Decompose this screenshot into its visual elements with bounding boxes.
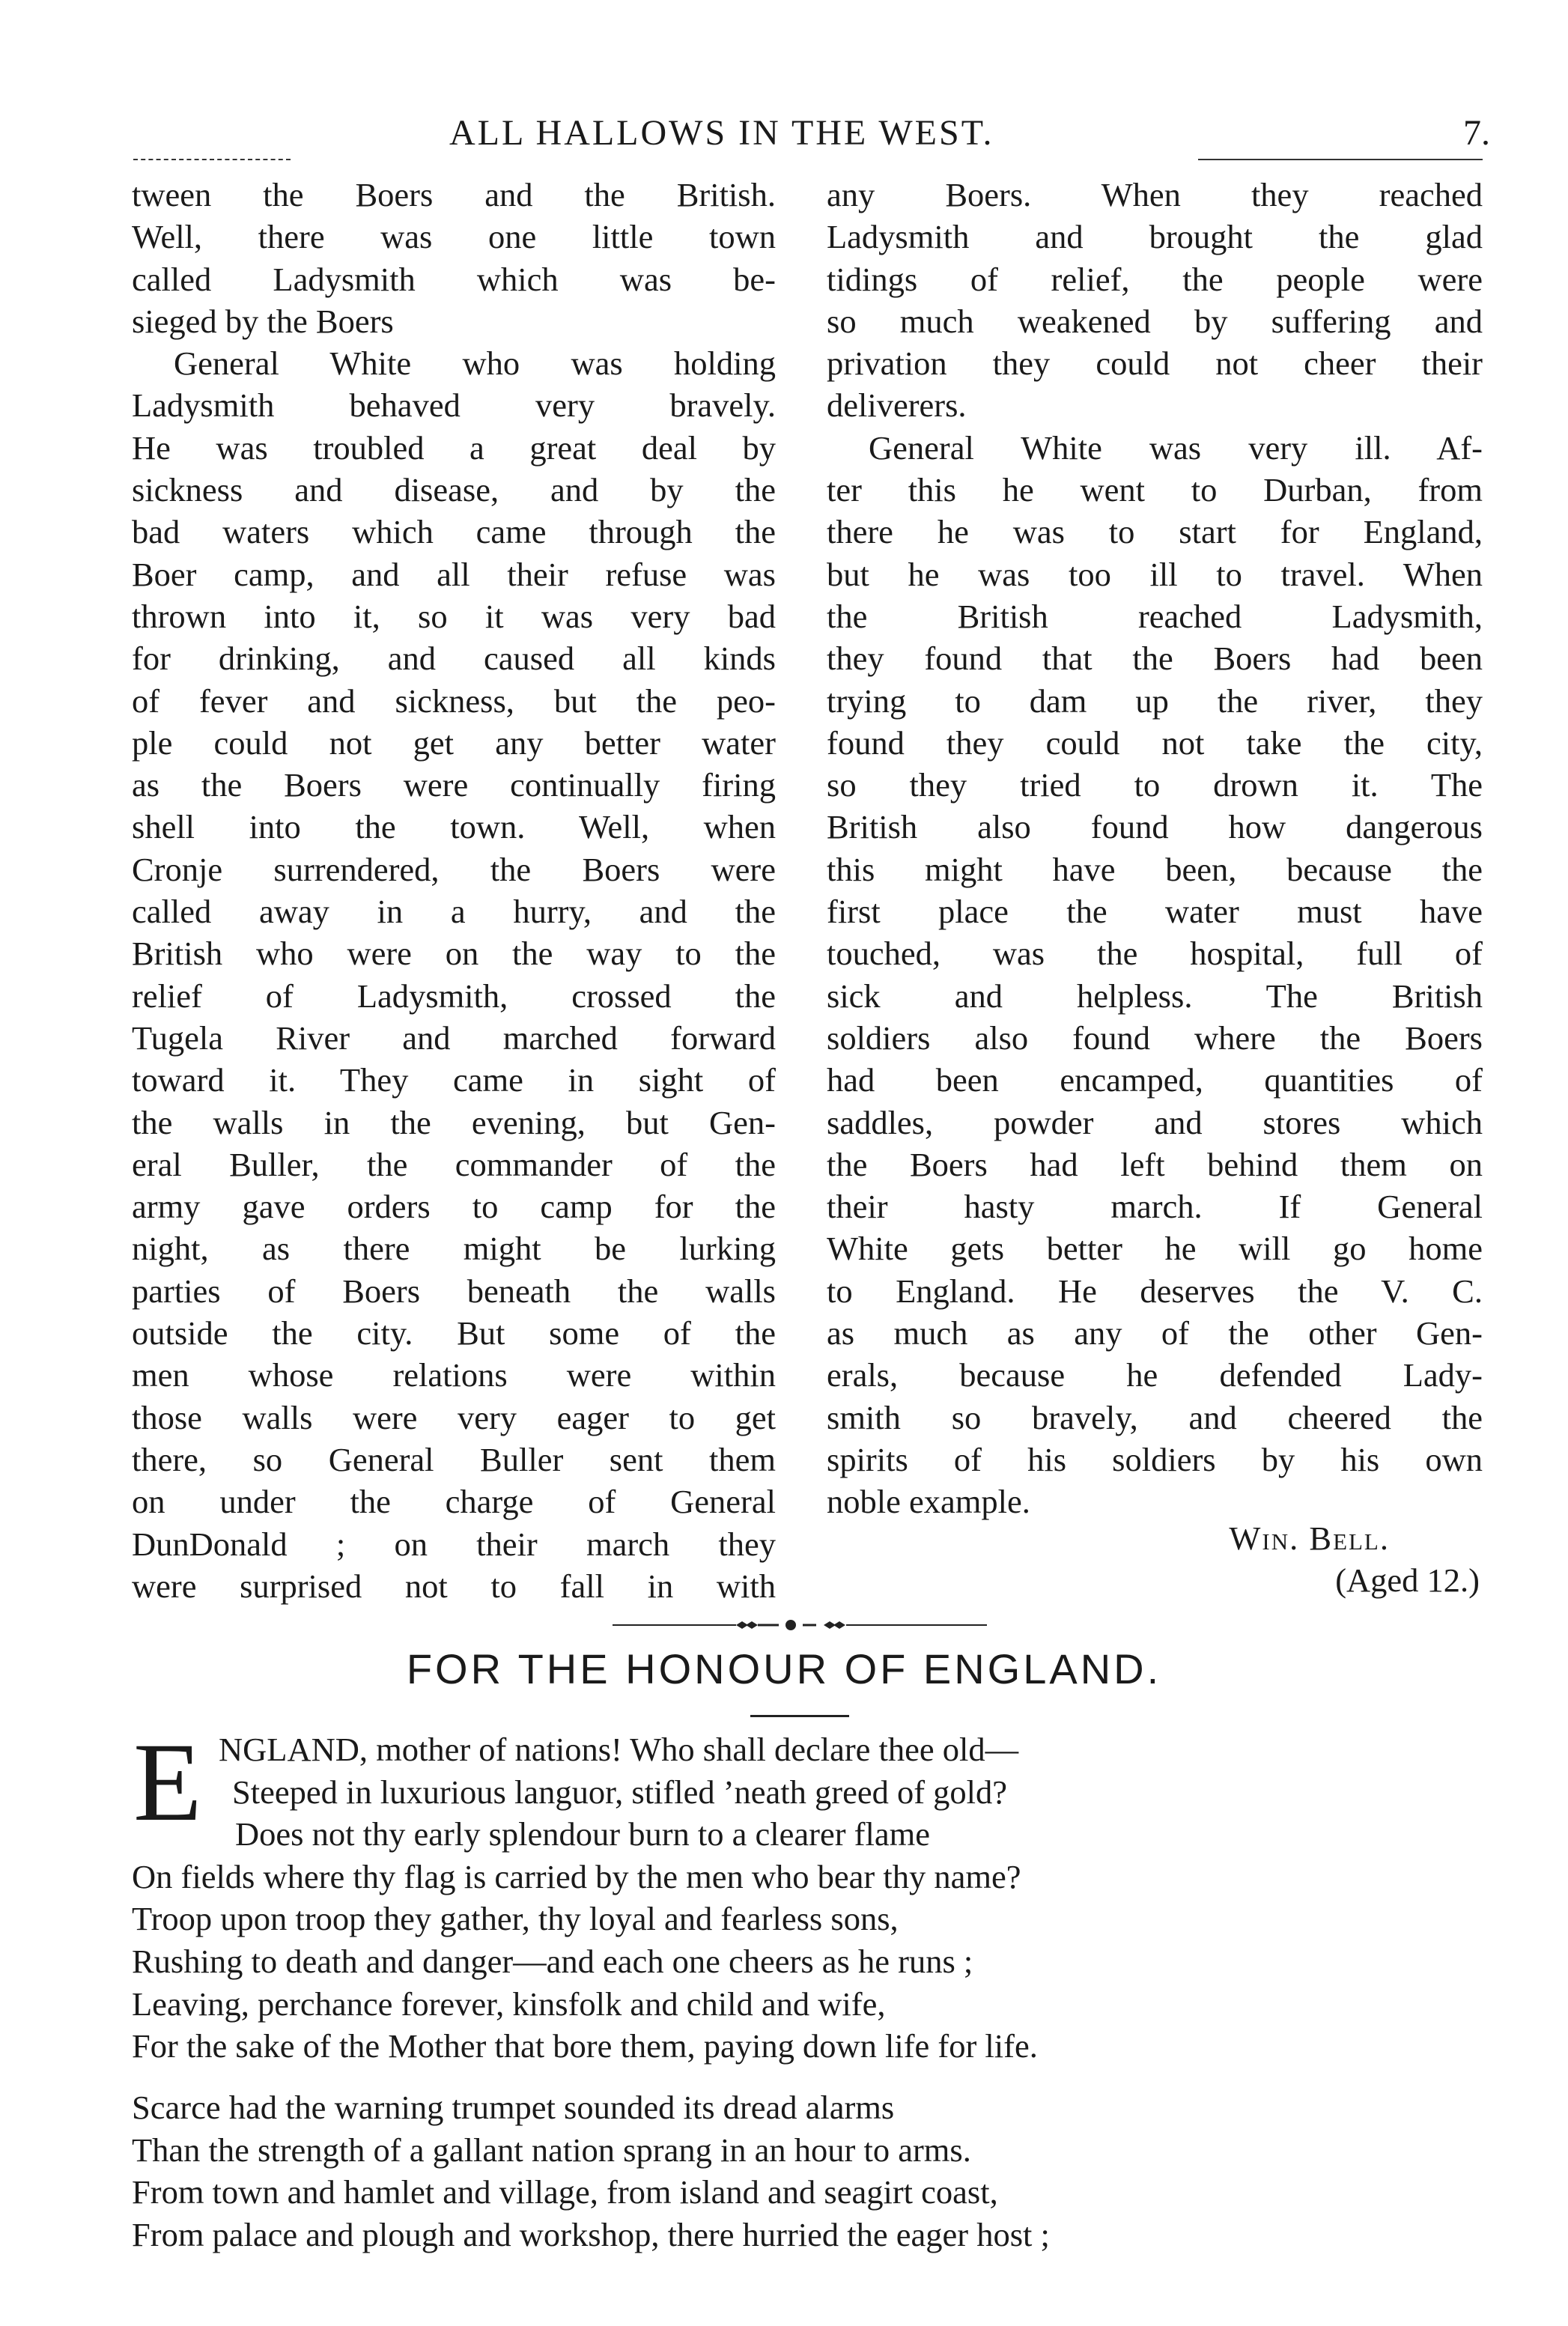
text-line: Boer camp, and all their refuse was xyxy=(132,555,776,593)
text-line: their hasty march. If General xyxy=(827,1188,1483,1226)
text-line: Ladysmith and brought the glad xyxy=(827,218,1483,256)
text-line: General White who was holding xyxy=(174,344,776,383)
text-line: soldiers also found where the Boers xyxy=(827,1018,1483,1057)
header-rule-left xyxy=(133,159,291,160)
text-line: as much as any of the other Gen- xyxy=(827,1314,1483,1352)
text-line: outside the city. But some of the xyxy=(132,1314,776,1352)
text-line: called Ladysmith which was be- xyxy=(132,260,776,298)
text-line: this might have been, because the xyxy=(827,850,1483,888)
text-line: first place the water must have xyxy=(827,893,1483,931)
text-line: White gets better he will go home xyxy=(827,1230,1483,1268)
text-line: men whose relations were within xyxy=(132,1356,776,1394)
text-line: they found that the Boers had been xyxy=(827,640,1483,678)
text-line: the walls in the evening, but Gen- xyxy=(132,1103,776,1141)
text-line: erals, because he defended Lady- xyxy=(827,1356,1483,1394)
text-line: privation they could not cheer their xyxy=(827,344,1483,383)
text-line: army gave orders to camp for the xyxy=(132,1188,776,1226)
text-line: found they could not take the city, xyxy=(827,723,1483,762)
text-line: the British reached Ladysmith, xyxy=(827,597,1483,635)
poem-line: From town and hamlet and village, from island and seagirt coast, xyxy=(132,2173,998,2211)
text-line: night, as there might be lurking xyxy=(132,1230,776,1268)
poem-line: Leaving, perchance forever, kinsfolk and child and wife, xyxy=(132,1985,886,2023)
text-line: there, so General Buller sent them xyxy=(132,1440,776,1478)
poem-line: Rushing to death and danger—and each one cheers as he runs ; xyxy=(132,1942,973,1980)
text-line: to England. He deserves the V. C. xyxy=(827,1272,1483,1310)
text-line: Tugela River and marched forward xyxy=(132,1018,776,1057)
text-line: DunDonald ; on their march they xyxy=(132,1525,776,1563)
text-line: those walls were very eager to get xyxy=(132,1398,776,1436)
text-line: bad waters which came through the xyxy=(132,513,776,551)
page-header xyxy=(419,112,1490,157)
text-line: eral Buller, the commander of the xyxy=(132,1145,776,1183)
author-name: Win. Bell. xyxy=(1229,1519,1390,1557)
text-line: sieged by the Boers xyxy=(132,302,394,340)
text-line: spirits of his soldiers by his own xyxy=(827,1440,1483,1478)
text-line: toward it. They came in sight of xyxy=(132,1061,776,1099)
text-line: deliverers. xyxy=(827,386,967,425)
text-line: shell into the town. Well, when xyxy=(132,808,776,846)
text-line: General White was very ill. Af- xyxy=(869,428,1483,467)
header-rule-right xyxy=(1198,159,1483,160)
text-line: had been encamped, quantities of xyxy=(827,1061,1483,1099)
text-line: but he was too ill to travel. When xyxy=(827,555,1483,593)
poem-line: For the sake of the Mother that bore them, paying down life for life. xyxy=(132,2027,1038,2065)
poem-line: Scarce had the warning trumpet sounded its dread alarms xyxy=(132,2089,895,2126)
text-line: ter this he went to Durban, from xyxy=(827,471,1483,509)
text-line: noble example. xyxy=(827,1483,1030,1521)
article-column-right xyxy=(827,174,1483,1523)
text-line: as the Boers were continually firing xyxy=(132,766,776,804)
text-line: thrown into it, so it was very bad xyxy=(132,597,776,635)
text-line: tidings of relief, the people were xyxy=(827,260,1483,298)
text-line: on under the charge of General xyxy=(132,1483,776,1521)
text-line: He was troubled a great deal by xyxy=(132,428,776,467)
poem-line: Than the strength of a gallant nation sprang in an hour to arms. xyxy=(132,2131,971,2169)
poem-line: On fields where thy flag is carried by the men who bear thy name? xyxy=(132,1857,1021,1895)
text-line: any Boers. When they reached xyxy=(827,176,1483,213)
text-line: sickness and disease, and by the xyxy=(132,471,776,509)
poem-line: Troop upon troop they gather, thy loyal and fearless sons, xyxy=(132,1900,899,1938)
text-line: Cronje surrendered, the Boers were xyxy=(132,850,776,888)
text-line: relief of Ladysmith, crossed the xyxy=(132,977,776,1015)
poem-line: From palace and plough and workshop, there hurried the eager host ; xyxy=(132,2215,1050,2253)
text-line: tween the Boers and the British. xyxy=(132,176,776,213)
text-line: for drinking, and caused all kinds xyxy=(132,640,776,678)
poem-stanza xyxy=(132,2086,1050,2256)
article-column-left xyxy=(132,174,776,1607)
text-line: of fever and sickness, but the peo- xyxy=(132,681,776,720)
poem-title: FOR THE HONOUR OF ENGLAND. xyxy=(406,1645,1162,1692)
poem-line: Does not thy early splendour burn to a clearer flame xyxy=(235,1815,930,1853)
poem-line: NGLAND, mother of nations! Who shall declare thee old— xyxy=(219,1731,1019,1768)
text-line: Ladysmith behaved very bravely. xyxy=(132,386,776,425)
text-line: there he was to start for England, xyxy=(827,513,1483,551)
ornamental-divider xyxy=(613,1618,987,1633)
text-line: touched, was the hospital, full of xyxy=(827,935,1483,973)
text-line: smith so bravely, and cheered the xyxy=(827,1398,1483,1436)
text-line: sick and helpless. The British xyxy=(827,977,1483,1015)
title-rule xyxy=(750,1715,849,1717)
page-number: 7. xyxy=(1463,113,1490,153)
running-title: ALL HALLOWS IN THE WEST. xyxy=(449,113,994,153)
text-line: ple could not get any better water xyxy=(132,723,776,762)
svg-text:E: E xyxy=(133,1728,202,1826)
text-line: British also found how dangerous xyxy=(827,808,1483,846)
text-line: saddles, powder and stores which xyxy=(827,1103,1483,1141)
author-age: (Aged 12.) xyxy=(1335,1561,1480,1600)
text-line: Well, there was one little town xyxy=(132,218,776,256)
text-line: trying to dam up the river, they xyxy=(827,681,1483,720)
text-line: were surprised not to fall in with xyxy=(132,1567,776,1605)
text-line: parties of Boers beneath the walls xyxy=(132,1272,776,1310)
text-line: the Boers had left behind them on xyxy=(827,1145,1483,1183)
poem-line: Steeped in luxurious languor, stifled ’neath greed of gold? xyxy=(232,1773,1008,1811)
poem-stanza xyxy=(132,1728,1038,2068)
text-line: so they tried to drown it. The xyxy=(827,766,1483,804)
text-line: so much weakened by suffering and xyxy=(827,302,1483,340)
text-line: called away in a hurry, and the xyxy=(132,893,776,931)
author-signature xyxy=(827,1517,1483,1602)
text-line: British who were on the way to the xyxy=(132,935,776,973)
